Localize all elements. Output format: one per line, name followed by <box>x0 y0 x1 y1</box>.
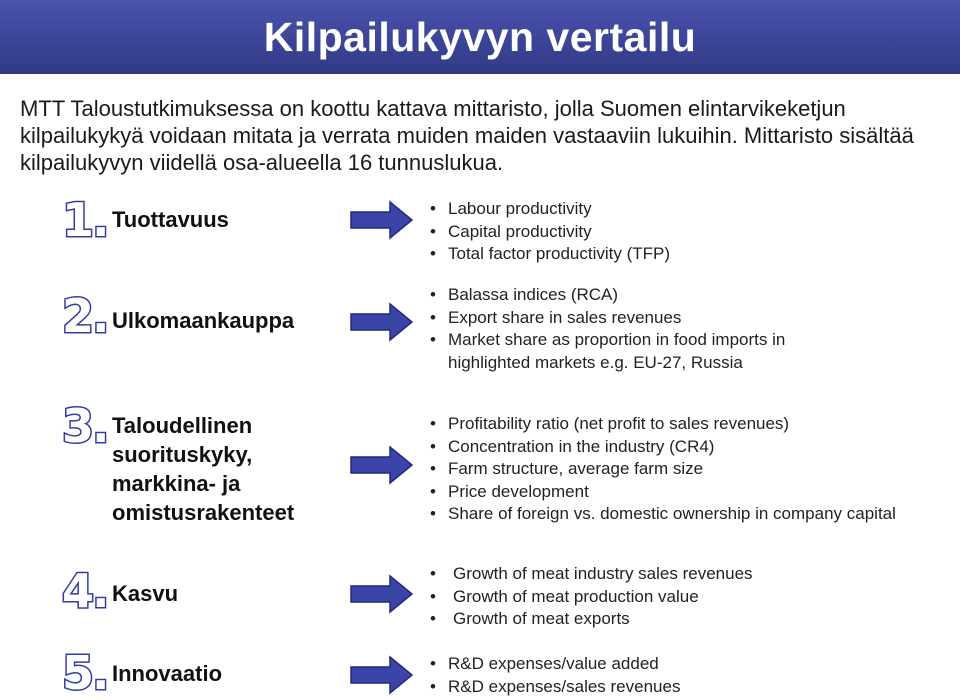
bullet-item: • Farm structure, average farm size <box>428 458 896 481</box>
arrow-right-icon <box>350 200 414 240</box>
number-1-icon: 1. <box>62 193 108 247</box>
category-label-ulkomaankauppa: Ulkomaankauppa <box>112 308 295 333</box>
arrow-right-icon <box>350 574 414 614</box>
title-bar <box>0 0 960 74</box>
category-label-kasvu: Kasvu <box>112 581 179 606</box>
category-label-tuottavuus: Tuottavuus <box>112 207 229 232</box>
bullet-item: • Price development <box>428 481 896 504</box>
bullet-item: • Market share as proportion in food imports in highlighted markets e.g. EU-27, Russia <box>428 329 848 374</box>
bullet-list-taloudellinen <box>428 413 896 526</box>
arrow-right-icon <box>350 302 414 342</box>
category-label-taloudellinen: Taloudellinen suorituskyky, markkina- ja omistusrakenteet <box>112 413 295 525</box>
bullet-item: • R&D expenses/value added <box>428 653 680 676</box>
bullet-list-kasvu <box>428 563 753 631</box>
intro-paragraph: MTT Taloustutkimuksessa on koottu kattava mittaristo, jolla Suomen elintarvikeketjun kilpailukykyä voidaan mitata ja verrata muiden maiden vastaaviin lukuihin. Mittaristo sisältää kilpailukyvyn viidellä osa-alueella 16 tunnuslukua. <box>20 96 914 175</box>
bullet-item: • Export share in sales revenues <box>428 307 848 330</box>
bullet-item: • Capital productivity <box>428 221 670 244</box>
number-5-icon: 5. <box>62 646 108 700</box>
bullet-item: • R&D expenses/sales revenues <box>428 676 680 699</box>
number-2-icon: 2. <box>62 289 108 343</box>
bullet-item: • Growth of meat exports <box>428 608 753 631</box>
category-label-innovaatio: Innovaatio <box>112 661 223 686</box>
bullet-item: • Growth of meat industry sales revenues <box>428 563 753 586</box>
bullet-list-tuottavuus <box>428 198 670 266</box>
bullet-list-innovaatio <box>428 653 680 698</box>
bullet-item: • Total factor productivity (TFP) <box>428 243 670 266</box>
bullet-item: • Labour productivity <box>428 198 670 221</box>
bullet-item: • Concentration in the industry (CR4) <box>428 436 896 459</box>
bullet-item: • Balassa indices (RCA) <box>428 284 848 307</box>
bullet-item: • Profitability ratio (net profit to sales revenues) <box>428 413 896 436</box>
number-3-icon: 3. <box>62 399 108 453</box>
bullet-item: • Growth of meat production value <box>428 586 753 609</box>
number-4-icon: 4. <box>62 564 108 618</box>
bullet-list-ulkomaankauppa <box>428 284 848 374</box>
arrow-right-icon <box>350 655 414 695</box>
slide-title: Kilpailukyvyn vertailu <box>263 14 697 60</box>
arrow-right-icon <box>350 445 414 485</box>
bullet-item: • Share of foreign vs. domestic ownership in company capital <box>428 503 896 526</box>
